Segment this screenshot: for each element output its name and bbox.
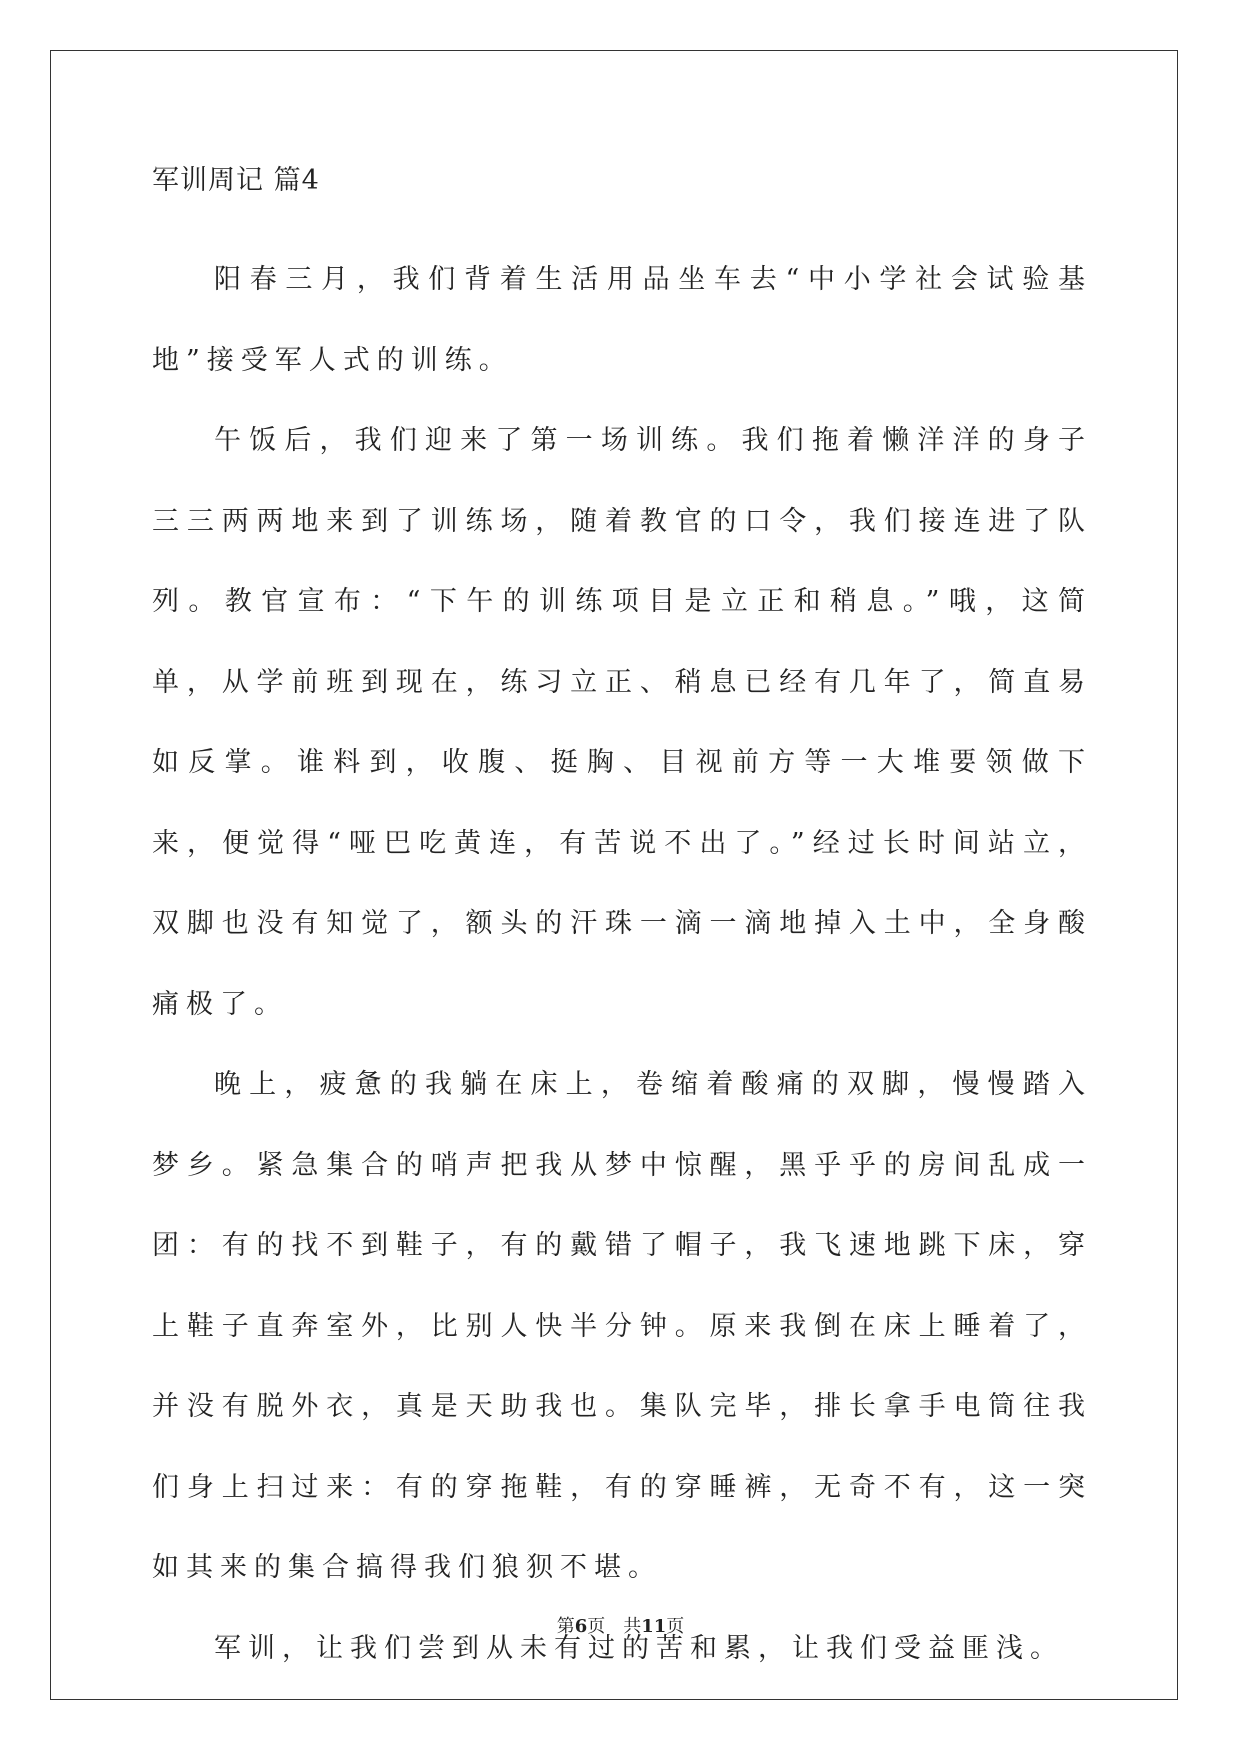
- page-current-number: 6: [574, 1616, 588, 1637]
- page-mid: 页 共: [587, 1616, 642, 1637]
- page-suffix: 页: [666, 1616, 685, 1637]
- page-total-number: 11: [641, 1616, 667, 1637]
- paragraph-4: 军训，让我们尝到从未有过的苦和累，让我们受益匪浅。: [214, 1632, 1064, 1664]
- document-title: 军训周记 篇4: [152, 165, 320, 196]
- paragraph-3: 晚上，疲惫的我躺在床上，卷缩着酸痛的双脚，慢慢踏入梦乡。紧急集合的哨声把我从梦中惊醒，黑乎乎的房间乱成一团：有的找不到鞋子，有的戴错了帽子，我飞速地跳下床，穿上鞋子直奔室外，比别人快半分钟。原来我倒在床上睡着了，并没有脱外衣，真是天助我也。集队完毕，排长拿手电筒往我们身上扫过来：有的穿拖鞋，有的穿睡裤，无奇不有，这一突如其来的集合搞得我们狼狈不堪。: [152, 1069, 1092, 1583]
- paragraph-2: 午饭后，我们迎来了第一场训练。我们拖着懒洋洋的身子三三两两地来到了训练场，随着教官的口令，我们接连进了队列。教官宣布：“下午的训练项目是立正和稍息。”哦，这简单，从学前班到现在，练习立正、稍息已经有几年了，简直易如反掌。谁料到，收腹、挺胸、目视前方等一大堆要领做下来，便觉得“哑巴吃黄连，有苦说不出了。”经过长时间站立，双脚也没有知觉了，额头的汗珠一滴一滴地掉入土中，全身酸痛极了。: [152, 425, 1092, 1020]
- page-footer: [0, 1612, 1241, 1638]
- paragraph-1: 阳春三月，我们背着生活用品坐车去“中小学社会试验基地”接受军人式的训练。: [152, 264, 1092, 376]
- page-prefix: 第: [556, 1616, 575, 1637]
- document-body: [152, 160, 1092, 1689]
